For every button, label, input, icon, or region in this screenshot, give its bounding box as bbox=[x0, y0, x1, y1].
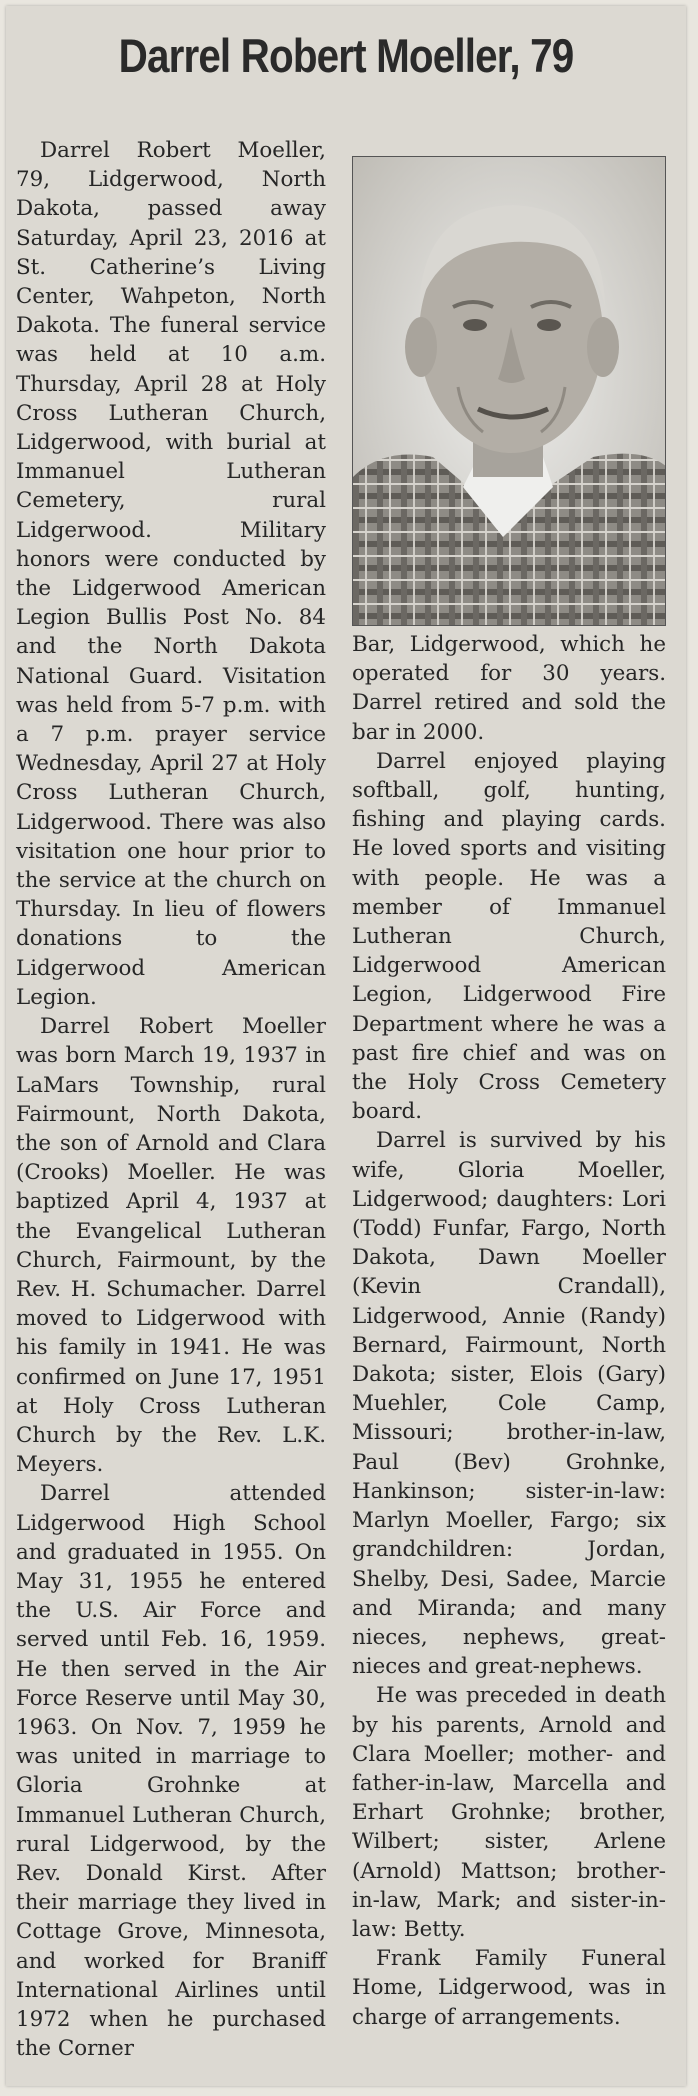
obituary-title: Darrel Robert Moeller, 79 bbox=[118, 29, 574, 82]
left-column bbox=[16, 136, 326, 2063]
paragraph-survivors: Darrel is survived by his wife, Gloria Moeller, Lidgerwood; daughters: Lori (Todd) Funfar, Fargo, North Dakota, Dawn Moeller (Kevin Crandall), Lidgerwood, Annie (Randy) Bernard, Fairmount, North Dakota; sister, Elois (Gary) Muehler, Cole Camp, Missouri; brother-in-law, Paul (Bev) Grohnke, Hankinson; sister-in-law: Marlyn Moeller, Fargo; six grandchildren: Jordan, Shelby, Desi, Sadee, Marcie and Miranda; and many nieces, nephews, great-nieces and great-nephews. bbox=[352, 1128, 666, 1680]
right-column bbox=[352, 630, 666, 2032]
newspaper-clipping bbox=[6, 6, 686, 2086]
paragraph-death-notice: Darrel Robert Moeller, 79, Lidgerwood, North Dakota, passed away Saturday, April 23, 2016 at St. Catherine’s Living Center, Wahpeton, North Dakota. The funeral service was held at 10 a.m. Thursday, April 28 at Holy Cross Lutheran Church, Lidgerwood, with burial at Immanuel Lutheran Cemetery, rural Lidgerwood. Military honors were conducted by the Lidgerwood American Legion Bullis Post No. 84 and the North Dakota National Guard. Visitation was held from 5-7 p.m. with a 7 p.m. prayer service Wednesday, April 27 at Holy Cross Lutheran Church, Lidgerwood. There was also visitation one hour prior to the service at the church on Thursday. In lieu of flowers donations to the Lidgerwood American Legion. bbox=[16, 138, 326, 1010]
paragraph-preceded: He was preceded in death by his parents, Arnold and Clara Moeller; mother- and father-in-law, Marcella and Erhart Grohnke; brother, Wilbert; sister, Arlene (Arnold) Mattson; brother-in-law, Mark; and sister-in-law: Betty. bbox=[352, 1683, 666, 1942]
portrait-photo bbox=[352, 156, 666, 626]
paragraph-arrangements: Frank Family Funeral Home, Lidgerwood, was in charge of arrangements. bbox=[352, 1946, 666, 2030]
paragraph-hobbies: Darrel enjoyed playing softball, golf, hunting, fishing and playing cards. He loved sports and visiting with people. He was a member of Immanuel Lutheran Church, Lidgerwood American Legion, Lidgerwood Fire Department where he was a past fire chief and was on the Holy Cross Cemetery board. bbox=[352, 748, 666, 1125]
paragraph-career-continued: Bar, Lidgerwood, which he operated for 30 years. Darrel retired and sold the bar in 2000. bbox=[352, 632, 666, 745]
paragraph-career: Darrel attended Lidgerwood High School and graduated in 1955. On May 31, 1955 he entered the U.S. Air Force and served until Feb. 16, 1959. He then served in the Air Force Reserve until May 30, 1963. On Nov. 7, 1959 he was united in marriage to Gloria Grohnke at Immanuel Lutheran Church, rural Lidgerwood, by the Rev. Donald Kirst. After their marriage they lived in Cottage Grove, Minnesota, and worked for Braniff International Airlines until 1972 when he purchased the Corner bbox=[16, 1481, 326, 2062]
paragraph-birth: Darrel Robert Moeller was born March 19, 1937 in LaMars Township, rural Fairmount, North Dakota, the son of Arnold and Clara (Crooks) Moeller. He was baptized April 4, 1937 at the Evangelical Lutheran Church, Fairmount, by the Rev. H. Schumacher. Darrel moved to Lidgerwood with his family in 1941. He was confirmed on June 17, 1951 at Holy Cross Lutheran Church by the Rev. L.K. Meyers. bbox=[16, 1014, 326, 1478]
